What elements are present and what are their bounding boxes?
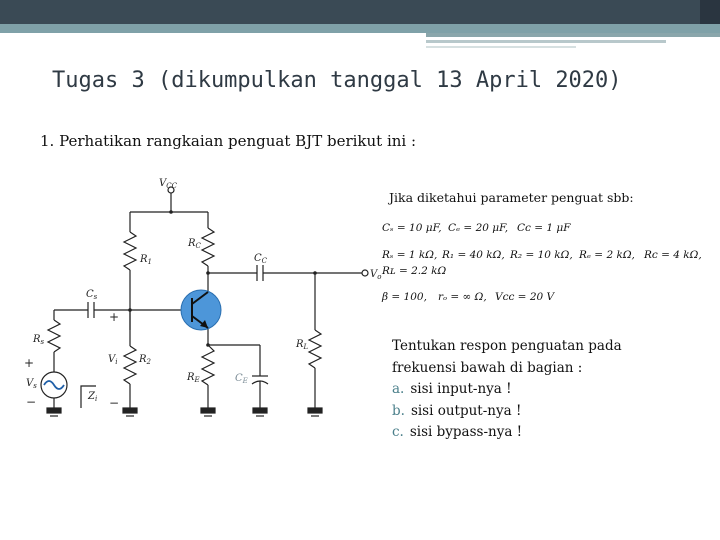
param: β = 100, bbox=[382, 291, 427, 303]
param: Cₑ = 20 μF, bbox=[448, 222, 509, 234]
task-item-label: b. bbox=[392, 402, 405, 419]
task-item-text: sisi input-nya ! bbox=[410, 381, 512, 397]
label-minus: − bbox=[109, 396, 120, 410]
task-item-label: c. bbox=[392, 424, 404, 440]
param: Vᴄᴄ = 20 V bbox=[495, 291, 555, 303]
label-cc: $C_C$ bbox=[254, 253, 268, 265]
label-minus: − bbox=[26, 395, 37, 409]
label-vcc: $V_{CC}$ bbox=[159, 178, 177, 190]
label-vi: $V_i$ bbox=[108, 354, 118, 366]
param: Rʟ = 2.2 kΩ bbox=[382, 265, 447, 277]
param: rₒ = ∞ Ω, bbox=[438, 291, 487, 303]
label-rc: $R_C$ bbox=[188, 238, 201, 250]
param: Rₑ = 2 kΩ, bbox=[579, 249, 635, 261]
label-rs: $R_s$ bbox=[33, 334, 45, 346]
task-intro: Tentukan respon penguatan pada frekuensi bawah di bagian : bbox=[392, 338, 622, 376]
param: R₁ = 40 kΩ, bbox=[442, 249, 505, 261]
label-ce: $C_E$ bbox=[235, 373, 248, 385]
label-r2: $R_2$ bbox=[139, 354, 151, 366]
label-plus: + bbox=[109, 310, 120, 324]
label-zi: $Z_i$ bbox=[88, 391, 98, 403]
label-re: $R_E$ bbox=[187, 372, 200, 384]
label-plus: + bbox=[24, 356, 35, 370]
param: Rₛ = 1 kΩ, bbox=[382, 249, 438, 261]
param: Cᴄ = 1 μF bbox=[517, 222, 571, 234]
label-vs: $V_s$ bbox=[26, 378, 37, 390]
param: Cₛ = 10 μF, bbox=[382, 222, 442, 234]
param: Rᴄ = 4 kΩ, bbox=[644, 249, 702, 261]
label-vo: $V_o$ bbox=[370, 269, 382, 281]
param: R₂ = 10 kΩ, bbox=[510, 249, 573, 261]
question-text: 1. Perhatikan rangkaian penguat BJT berikut ini : bbox=[40, 132, 417, 150]
param-heading: Jika diketahui parameter penguat sbb: bbox=[389, 190, 634, 205]
label-r1: $R_1$ bbox=[140, 254, 152, 266]
task-item-text: sisi output-nya ! bbox=[410, 402, 522, 419]
label-rl: $R_L$ bbox=[296, 339, 309, 351]
label-cs: $C_s$ bbox=[86, 289, 98, 301]
task-item-label: a. bbox=[392, 381, 405, 397]
slide-title: Tugas 3 (dikumpulkan tanggal 13 April 2020) bbox=[52, 68, 622, 93]
task-item-text: sisi bypass-nya ! bbox=[409, 424, 523, 440]
